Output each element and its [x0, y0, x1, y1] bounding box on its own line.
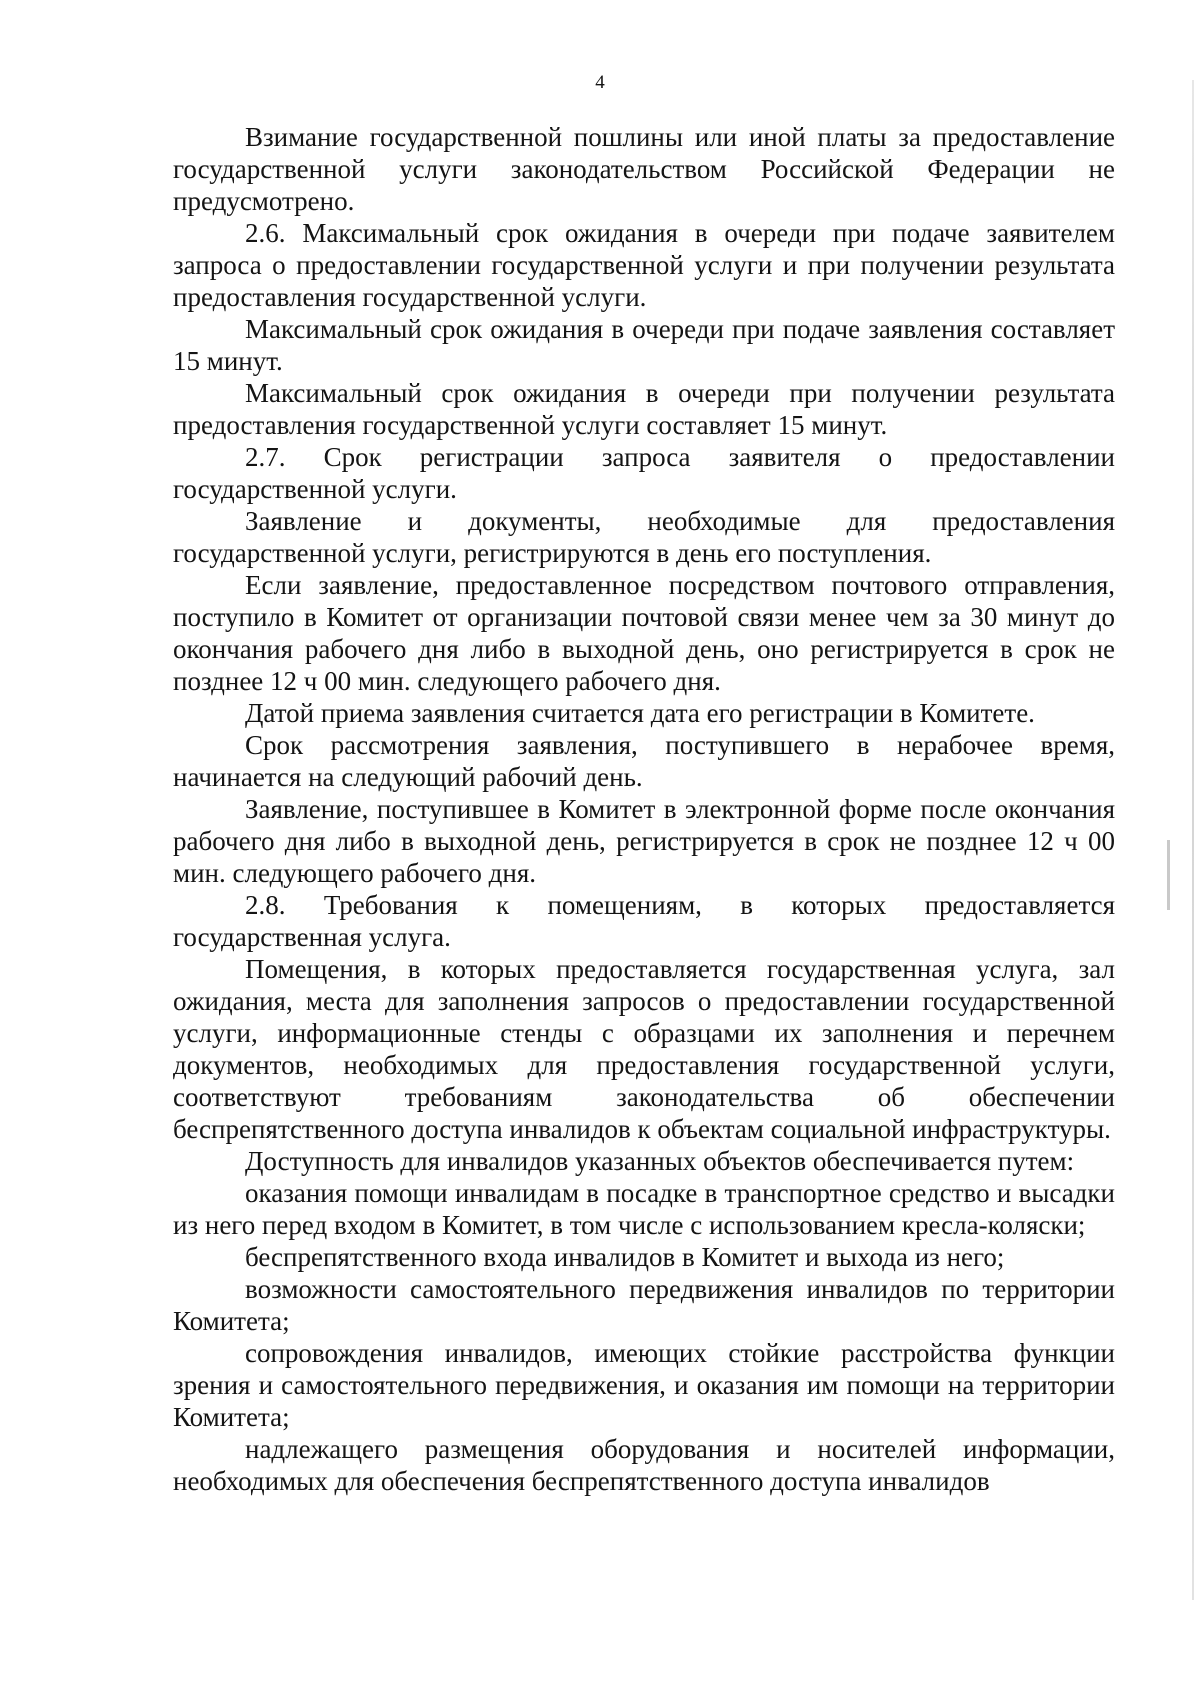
- paragraph-accessibility-intro: Доступность для инвалидов указанных объектов обеспечивается путем:: [245, 1146, 1075, 1176]
- list-item-independent-movement: возможности самостоятельного передвижения инвалидов по территории Комитета;: [173, 1274, 1115, 1336]
- list-item-escort: сопровождения инвалидов, имеющих стойкие расстройства функции зрения и самостоятельного передвижения, и оказания им помощи на территории Комитета;: [173, 1338, 1115, 1432]
- paragraph-electronic-registration: Заявление, поступившее в Комитет в электронной форме после окончания рабочего дня либо в выходной день, регистрируется в срок не позднее 12 ч 00 мин. следующего рабочего дня.: [173, 794, 1115, 888]
- list-item-boarding-assistance: оказания помощи инвалидам в посадке в транспортное средство и высадки из него перед входом в Комитет, в том числе с использованием кресла-коляски;: [173, 1178, 1115, 1240]
- paragraph-postal-registration: Если заявление, предоставленное посредством почтового отправления, поступило в Комитет от организации почтовой связи менее чем за 30 минут до окончания рабочего дня либо в выходной день, оно регистрируется в срок не позднее 12 ч 00 мин. следующего рабочего дня.: [173, 570, 1115, 696]
- paragraph-wait-result: Максимальный срок ожидания в очереди при получении результата предоставления государственной услуги составляет 15 минут.: [173, 378, 1115, 440]
- paragraph-review-term: Срок рассмотрения заявления, поступившего в нерабочее время, начинается на следующий рабочий день.: [173, 730, 1115, 792]
- paragraph-2-6-heading: 2.6. Максимальный срок ожидания в очереди при подаче заявителем запроса о предоставлении государственной услуги и при получении результата предоставления государственной услуги.: [173, 218, 1115, 312]
- list-item-equipment-placement: надлежащего размещения оборудования и носителей информации, необходимых для обеспечения беспрепятственного доступа инвалидов: [173, 1434, 1115, 1496]
- paragraph-wait-submission: Максимальный срок ожидания в очереди при подаче заявления составляет 15 минут.: [173, 314, 1115, 376]
- scan-margin-mark: [1167, 840, 1170, 910]
- scan-edge-shadow: [1192, 80, 1194, 1600]
- paragraph-registration-day: Заявление и документы, необходимые для предоставления государственной услуги, регистрируются в день его поступления.: [173, 506, 1115, 568]
- list-item-entry-exit: беспрепятственного входа инвалидов в Комитет и выхода из него;: [245, 1242, 1005, 1272]
- paragraph-premises: Помещения, в которых предоставляется государственная услуга, зал ожидания, места для заполнения запросов о предоставлении государственной услуги, информационные стенды с образцами их заполнения и перечнем документов, необходимых для предоставления государственной услуги, соответствуют требованиям законодательства об обеспечении беспрепятственного доступа инвалидов к объектам социальной инфраструктуры.: [173, 954, 1115, 1144]
- paragraph-2-8-heading: 2.8. Требования к помещениям, в которых предоставляется государственная услуга.: [173, 890, 1115, 952]
- document-body: [173, 121, 1115, 1497]
- paragraph-acceptance-date: Датой приема заявления считается дата его регистрации в Комитете.: [245, 698, 1035, 728]
- paragraph-fee: Взимание государственной пошлины или иной платы за предоставление государственной услуги законодательством Российской Федерации не предусмотрено.: [173, 122, 1115, 216]
- page-number: 4: [595, 72, 605, 93]
- paragraph-2-7-heading: 2.7. Срок регистрации запроса заявителя о предоставлении государственной услуги.: [173, 442, 1115, 504]
